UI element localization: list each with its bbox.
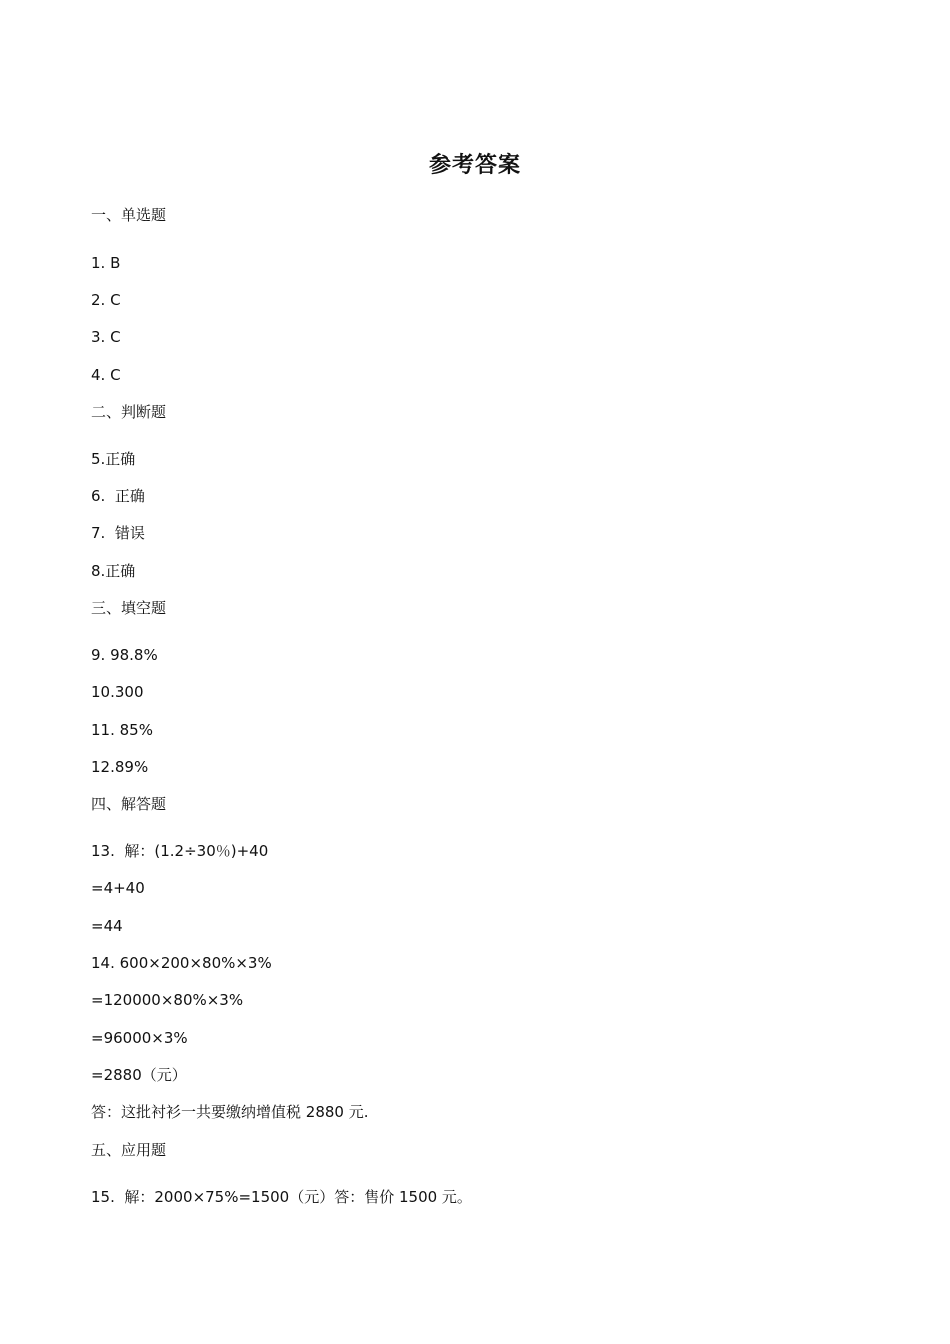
answer-line: 11. 85% — [91, 721, 153, 739]
answer-line: 12.89% — [91, 758, 149, 776]
answer-line: 6. 正确 — [91, 487, 145, 505]
answer-line: =2880（元） — [91, 1066, 187, 1084]
section-heading-solve: 四、解答题 — [91, 795, 167, 813]
answer-line: 3. C — [91, 328, 121, 346]
answer-line: =96000×3% — [91, 1029, 188, 1047]
answer-line: =44 — [91, 917, 123, 935]
page-title: 参考答案 — [428, 153, 521, 178]
answer-line: =4+40 — [91, 879, 145, 897]
answer-line: 2. C — [91, 291, 121, 309]
answer-line: =120000×80%×3% — [91, 991, 244, 1009]
answer-line: 答：这批衬衫一共要缴纳增值税 2880 元. — [91, 1103, 369, 1121]
answer-line: 10.300 — [91, 683, 144, 701]
answer-line: 4. C — [91, 366, 121, 384]
section-heading-fill-blank: 三、填空题 — [91, 599, 167, 617]
answer-line: 5.正确 — [91, 450, 136, 468]
answer-line: 8.正确 — [91, 562, 136, 580]
section-heading-application: 五、应用题 — [91, 1141, 167, 1159]
section-heading-single-choice: 一、单选题 — [91, 206, 167, 224]
answer-line: 15. 解：2000×75%=1500（元）答：售价 1500 元。 — [91, 1188, 472, 1206]
answer-line: 9. 98.8% — [91, 646, 158, 664]
answer-line: 13. 解：(1.2÷30％)+40 — [91, 842, 269, 860]
answer-line: 14. 600×200×80%×3% — [91, 954, 272, 972]
answer-line: 7. 错误 — [91, 524, 145, 542]
section-heading-true-false: 二、判断题 — [91, 403, 167, 421]
answer-line: 1. B — [91, 254, 121, 272]
